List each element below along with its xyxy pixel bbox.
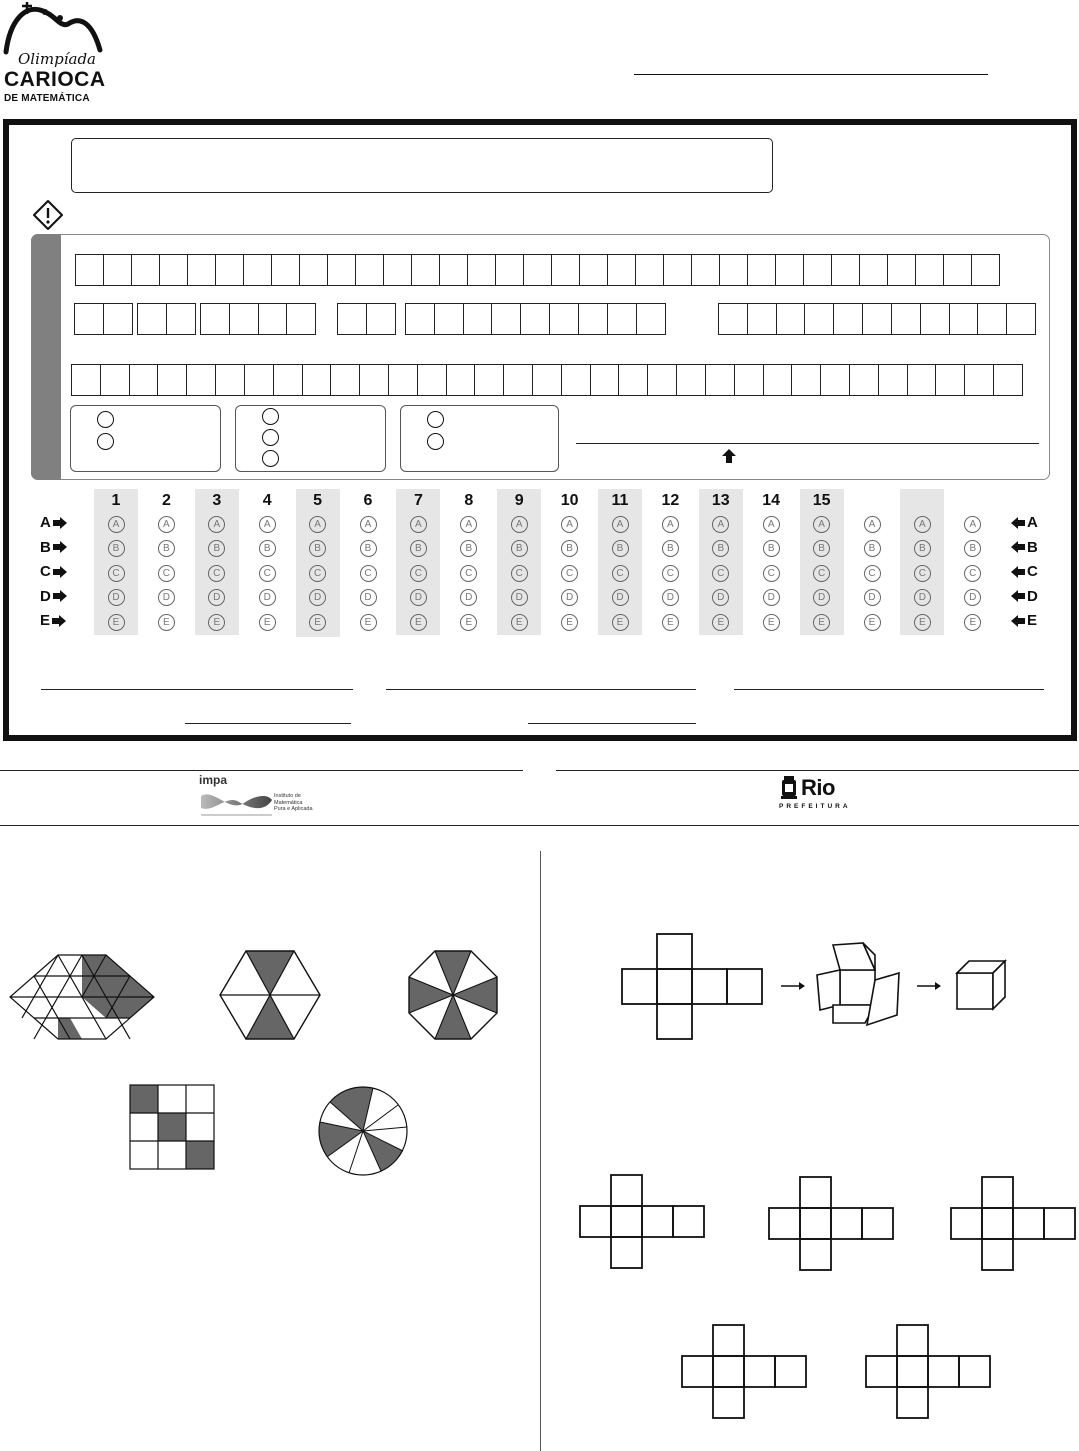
answer-bubble[interactable]: C [309, 565, 326, 582]
answer-bubble[interactable]: B [561, 540, 578, 557]
fraction-figures [0, 945, 540, 1185]
answer-bubble[interactable]: D [108, 589, 125, 606]
signature-line[interactable] [576, 443, 1039, 444]
answer-bubble[interactable]: A [964, 516, 981, 533]
entry-cell[interactable] [273, 364, 303, 396]
answer-bubble[interactable]: A [763, 516, 780, 533]
entry-cell[interactable] [100, 364, 130, 396]
entry-cell[interactable] [734, 364, 764, 396]
option-1-a-circle[interactable] [97, 411, 114, 428]
entry-cell[interactable] [776, 303, 806, 335]
entry-cell[interactable] [878, 364, 908, 396]
entry-cell[interactable] [635, 254, 664, 286]
rhombus-figure [10, 955, 154, 1039]
row-label-right [1011, 588, 1038, 605]
arrow-right-icon [53, 590, 67, 602]
entry-cell[interactable] [993, 364, 1023, 396]
answer-bubble[interactable]: E [309, 614, 326, 631]
net-option-4 [682, 1325, 806, 1418]
impa-mobius-graphic [199, 788, 274, 818]
answer-bubble[interactable]: A [712, 516, 729, 533]
school-cells-row [71, 364, 1022, 396]
entry-cell[interactable] [286, 303, 316, 335]
answer-bubble[interactable]: C [511, 565, 528, 582]
question-number: 13 [711, 492, 730, 509]
answer-bubble[interactable]: A [864, 516, 881, 533]
entry-cell[interactable] [244, 364, 274, 396]
entry-cell[interactable] [831, 254, 860, 286]
hexagon-figure [220, 951, 320, 1039]
answer-bubble[interactable]: A [511, 516, 528, 533]
row-label-right [1011, 563, 1038, 580]
answer-bubble[interactable]: B [309, 540, 326, 557]
entry-cell[interactable] [327, 254, 356, 286]
answer-bubble[interactable]: A [259, 516, 276, 533]
entry-cell[interactable] [467, 254, 496, 286]
answer-bubble[interactable]: A [561, 516, 578, 533]
entry-cell[interactable] [366, 303, 396, 335]
entry-cell[interactable] [446, 364, 476, 396]
answer-bubble[interactable]: D [964, 589, 981, 606]
bottom-line-1[interactable] [41, 689, 353, 690]
entry-cell[interactable] [949, 303, 979, 335]
sponsor-top-line-right [556, 770, 1079, 771]
entry-cell[interactable] [186, 364, 216, 396]
answer-bubble[interactable]: B [108, 540, 125, 557]
impa-line-3: Pura e Aplicada [274, 806, 313, 812]
arrow-left-icon [1011, 566, 1025, 578]
entry-cell[interactable] [849, 364, 879, 396]
entry-cell[interactable] [1006, 303, 1036, 335]
question-number: 10 [560, 492, 579, 509]
answer-bubble[interactable]: B [712, 540, 729, 557]
answer-bubble[interactable]: D [208, 589, 225, 606]
arrow-right-icon [53, 541, 67, 553]
octagon-figure [409, 951, 497, 1039]
bottom-line-4[interactable] [185, 723, 351, 724]
answer-bubble[interactable]: A [208, 516, 225, 533]
entry-cell[interactable] [607, 254, 636, 286]
answer-bubble[interactable]: D [914, 589, 931, 606]
answer-bubble[interactable]: E [259, 614, 276, 631]
entry-cell[interactable] [718, 303, 748, 335]
answer-bubble[interactable]: D [612, 589, 629, 606]
logo-script-text: Olimpíada [18, 50, 97, 68]
answer-bubble[interactable]: B [864, 540, 881, 557]
row-letter: E [40, 612, 51, 629]
entry-cell[interactable] [271, 254, 300, 286]
impa-logo [199, 773, 319, 818]
solid-cube [957, 961, 1005, 1009]
entry-cell[interactable] [129, 364, 159, 396]
entry-cell[interactable] [74, 303, 104, 335]
row-letter: D [1027, 587, 1038, 605]
option-1-b-circle[interactable] [97, 433, 114, 450]
rio-prefeitura-logo [779, 775, 859, 815]
column-divider [540, 851, 541, 1451]
question-number: 4 [262, 492, 272, 509]
entry-cell[interactable] [763, 364, 793, 396]
row-label-left [40, 514, 67, 531]
answer-bubble[interactable]: A [360, 516, 377, 533]
arrow-right-icon-2 [917, 982, 941, 990]
entry-cell[interactable] [463, 303, 493, 335]
entry-cell[interactable] [579, 254, 608, 286]
entry-cell[interactable] [187, 254, 216, 286]
entry-cell[interactable] [439, 254, 468, 286]
answer-bubble[interactable]: D [662, 589, 679, 606]
question-number: 9 [514, 492, 524, 509]
answer-bubble[interactable]: B [460, 540, 477, 557]
entry-cell[interactable] [891, 303, 921, 335]
student-data-tab [31, 234, 61, 480]
circle-figure [319, 1087, 407, 1175]
answer-bubble[interactable]: A [410, 516, 427, 533]
answer-bubble[interactable]: B [158, 540, 175, 557]
answer-bubble[interactable]: B [763, 540, 780, 557]
phone-cells [718, 303, 1035, 335]
answer-bubble[interactable]: A [309, 516, 326, 533]
row-letter: B [40, 538, 51, 556]
answer-bubble[interactable]: A [460, 516, 477, 533]
answer-bubble[interactable]: C [158, 565, 175, 582]
entry-cell[interactable] [103, 254, 132, 286]
entry-cell[interactable] [495, 254, 524, 286]
entry-cell[interactable] [417, 364, 447, 396]
entry-cell[interactable] [503, 364, 533, 396]
answer-bubble[interactable]: D [561, 589, 578, 606]
arrow-left-icon [1011, 615, 1025, 627]
answer-bubble[interactable]: E [410, 614, 427, 631]
option-3-b-circle[interactable] [427, 433, 444, 450]
entry-cell[interactable] [561, 364, 591, 396]
option-3-a-circle[interactable] [427, 411, 444, 428]
question-number: 15 [812, 492, 831, 509]
answer-bubble[interactable]: E [662, 614, 679, 631]
entry-cell[interactable] [383, 254, 412, 286]
answer-bubble[interactable]: C [662, 565, 679, 582]
arrow-right-icon [53, 566, 67, 578]
option-box-3 [400, 405, 559, 472]
arrow-left-icon [1011, 590, 1025, 602]
answer-bubble[interactable]: C [460, 565, 477, 582]
impa-line-2: Matemática [274, 799, 303, 806]
row-letter: A [1027, 514, 1038, 531]
entry-cell[interactable] [887, 254, 916, 286]
answer-bubble[interactable]: C [410, 565, 427, 582]
answer-bubble[interactable]: E [208, 614, 225, 631]
sponsor-bottom-line [0, 825, 1079, 826]
logo-sub-text: DE MATEMÁTICA [4, 93, 90, 104]
rio-prefeitura-text: PREFEITURA [779, 803, 851, 810]
answer-bubble[interactable]: D [360, 589, 377, 606]
entry-cell[interactable] [491, 303, 521, 335]
answer-bubble[interactable]: B [511, 540, 528, 557]
entry-cell[interactable] [549, 303, 579, 335]
entry-cell[interactable] [676, 364, 706, 396]
answer-bubble[interactable]: E [864, 614, 881, 631]
entry-cell[interactable] [166, 303, 196, 335]
entry-cell[interactable] [215, 364, 245, 396]
answer-bubble[interactable]: A [158, 516, 175, 533]
entry-cell[interactable] [719, 254, 748, 286]
entry-cell[interactable] [804, 303, 834, 335]
rio-crest-icon [779, 775, 799, 801]
question-number: 7 [413, 492, 423, 509]
entry-cell[interactable] [159, 254, 188, 286]
entry-cell[interactable] [258, 303, 288, 335]
bottom-line-5[interactable] [528, 723, 696, 724]
entry-cell[interactable] [747, 303, 777, 335]
option-box-2 [235, 405, 386, 472]
answer-bubble[interactable]: D [259, 589, 276, 606]
entry-cell[interactable] [915, 254, 944, 286]
answer-bubble[interactable]: D [410, 589, 427, 606]
entry-cell[interactable] [964, 364, 994, 396]
entry-cell[interactable] [820, 364, 850, 396]
entry-cell[interactable] [71, 364, 101, 396]
answer-bubble[interactable]: D [158, 589, 175, 606]
arrow-right-icon [781, 982, 805, 990]
row-label-right [1011, 612, 1037, 629]
answer-bubble[interactable]: B [208, 540, 225, 557]
question-number: 11 [611, 492, 629, 509]
answer-bubble[interactable]: C [964, 565, 981, 582]
entry-cell[interactable] [75, 254, 104, 286]
sponsor-top-line-left [0, 770, 523, 771]
id-cells [405, 303, 664, 335]
answer-bubble[interactable]: A [662, 516, 679, 533]
answer-bubble[interactable]: C [259, 565, 276, 582]
entry-cell[interactable] [775, 254, 804, 286]
entry-cell[interactable] [474, 364, 504, 396]
answer-bubble[interactable]: E [460, 614, 477, 631]
answer-bubble[interactable]: C [208, 565, 225, 582]
date-month-cells [137, 303, 195, 335]
entry-cell[interactable] [131, 254, 160, 286]
rio-word: Rio [801, 775, 835, 800]
entry-cell[interactable] [388, 364, 418, 396]
row-letter: E [1027, 612, 1038, 629]
entry-cell[interactable] [833, 303, 863, 335]
entry-cell[interactable] [791, 364, 821, 396]
grid-figure [130, 1085, 214, 1169]
cube-net-figures [545, 925, 1079, 1425]
entry-cell[interactable] [359, 364, 389, 396]
arrow-left-icon [1011, 541, 1025, 553]
answer-bubble[interactable]: D [813, 589, 830, 606]
entry-cell[interactable] [859, 254, 888, 286]
answer-bubble[interactable]: D [763, 589, 780, 606]
option-2-a-circle[interactable] [262, 408, 279, 425]
answer-bubble[interactable]: E [914, 614, 931, 631]
row-label-left [40, 612, 66, 629]
entry-cell[interactable] [647, 364, 677, 396]
logo-main-text: CARIOCA [4, 68, 106, 91]
answer-bubble[interactable]: D [309, 589, 326, 606]
answer-bubble[interactable]: E [964, 614, 981, 631]
net-option-1 [580, 1175, 704, 1268]
answer-bubble[interactable]: C [712, 565, 729, 582]
entry-cell[interactable] [663, 254, 692, 286]
answer-bubble[interactable]: E [360, 614, 377, 631]
arrow-left-icon [1011, 517, 1025, 529]
answer-bubble[interactable]: C [561, 565, 578, 582]
entry-cell[interactable] [590, 364, 620, 396]
question-number: 2 [161, 492, 171, 509]
option-2-b-circle[interactable] [262, 429, 279, 446]
impa-short: impa [199, 773, 228, 787]
entry-cell[interactable] [243, 254, 272, 286]
arrow-up-icon [720, 448, 738, 464]
entry-cell[interactable] [803, 254, 832, 286]
warning-icon [33, 200, 63, 230]
question-number: 3 [212, 492, 222, 509]
entry-cell[interactable] [137, 303, 167, 335]
option-box-1 [70, 405, 221, 472]
answer-bubble[interactable]: E [612, 614, 629, 631]
row-letter: C [1027, 563, 1038, 580]
answer-bubble[interactable]: E [561, 614, 578, 631]
entry-cell[interactable] [907, 364, 937, 396]
question-number: 5 [313, 492, 323, 509]
question-number: 1 [111, 492, 121, 509]
question-number: 14 [762, 492, 781, 509]
entry-cell[interactable] [691, 254, 720, 286]
answer-bubble[interactable]: E [158, 614, 175, 631]
answer-bubble[interactable]: E [712, 614, 729, 631]
entry-cell[interactable] [943, 254, 972, 286]
row-label-left [40, 563, 67, 580]
answer-bubble[interactable]: D [460, 589, 477, 606]
date-year-cells [200, 303, 315, 335]
row-letter: B [1027, 538, 1038, 556]
net-option-3 [951, 1177, 1075, 1270]
grade-cells [337, 303, 395, 335]
header-name-line[interactable] [634, 74, 988, 75]
entry-cell[interactable] [747, 254, 776, 286]
entry-cell[interactable] [520, 303, 550, 335]
answer-bubble[interactable]: B [612, 540, 629, 557]
answer-bubble[interactable]: C [108, 565, 125, 582]
bottom-line-2[interactable] [386, 689, 696, 690]
date-day-cells [74, 303, 132, 335]
folding-cube [817, 943, 899, 1025]
cube-net-main [622, 934, 762, 1039]
answer-bubble[interactable]: B [914, 540, 931, 557]
answer-bubble[interactable]: D [712, 589, 729, 606]
entry-cell[interactable] [103, 303, 133, 335]
entry-cell[interactable] [405, 303, 435, 335]
answer-bubble[interactable]: A [612, 516, 629, 533]
entry-cell[interactable] [302, 364, 332, 396]
row-label-right [1011, 539, 1038, 556]
entry-cell[interactable] [532, 364, 562, 396]
entry-cell[interactable] [862, 303, 892, 335]
entry-cell[interactable] [434, 303, 464, 335]
entry-cell[interactable] [523, 254, 552, 286]
question-number: 8 [464, 492, 474, 509]
answer-bubble[interactable]: B [964, 540, 981, 557]
entry-cell[interactable] [229, 303, 259, 335]
answer-bubble[interactable]: B [662, 540, 679, 557]
answer-bubble[interactable]: A [108, 516, 125, 533]
answer-bubble[interactable]: A [914, 516, 931, 533]
entry-cell[interactable] [636, 303, 666, 335]
answer-bubble[interactable]: D [511, 589, 528, 606]
answer-bubble[interactable]: C [813, 565, 830, 582]
answer-bubble[interactable]: E [511, 614, 528, 631]
entry-cell[interactable] [935, 364, 965, 396]
net-option-2 [769, 1177, 893, 1270]
question-number: 12 [661, 492, 680, 509]
answer-bubble[interactable]: E [108, 614, 125, 631]
entry-cell[interactable] [578, 303, 608, 335]
olimpiada-carioca-logo [0, 0, 110, 110]
answer-bubble[interactable]: B [813, 540, 830, 557]
net-option-5 [866, 1325, 990, 1418]
entry-cell[interactable] [411, 254, 440, 286]
entry-cell[interactable] [971, 254, 1000, 286]
answer-bubble[interactable]: B [410, 540, 427, 557]
answer-bubble[interactable]: E [813, 614, 830, 631]
row-label-left [40, 588, 67, 605]
question-number: 6 [363, 492, 373, 509]
entry-cell[interactable] [215, 254, 244, 286]
title-input-box[interactable] [71, 138, 773, 193]
row-label-right [1011, 514, 1038, 531]
arrow-right-icon [52, 615, 66, 627]
row-letter: D [40, 587, 51, 605]
row-letter: A [40, 514, 51, 531]
entry-cell[interactable] [920, 303, 950, 335]
answer-bubble[interactable]: B [360, 540, 377, 557]
entry-cell[interactable] [607, 303, 637, 335]
entry-cell[interactable] [355, 254, 384, 286]
answer-bubble[interactable]: C [864, 565, 881, 582]
entry-cell[interactable] [299, 254, 328, 286]
impa-line-1: Instituto de [274, 793, 301, 799]
answer-bubble[interactable]: E [763, 614, 780, 631]
entry-cell[interactable] [200, 303, 230, 335]
answer-bubble[interactable]: C [360, 565, 377, 582]
answer-bubble[interactable]: B [259, 540, 276, 557]
answer-bubble[interactable]: A [813, 516, 830, 533]
entry-cell[interactable] [977, 303, 1007, 335]
option-2-c-circle[interactable] [262, 450, 279, 467]
entry-cell[interactable] [337, 303, 367, 335]
entry-cell[interactable] [705, 364, 735, 396]
row-label-left [40, 539, 67, 556]
row-letter: C [40, 563, 51, 580]
answer-bubble[interactable]: D [864, 589, 881, 606]
entry-cell[interactable] [618, 364, 648, 396]
arrow-right-icon [53, 517, 67, 529]
entry-cell[interactable] [551, 254, 580, 286]
entry-cell[interactable] [157, 364, 187, 396]
bottom-line-3[interactable] [734, 689, 1044, 690]
name-cells-row [75, 254, 999, 286]
answer-bubble[interactable]: C [612, 565, 629, 582]
entry-cell[interactable] [330, 364, 360, 396]
answer-bubble[interactable]: C [914, 565, 931, 582]
impa-fullname [274, 793, 313, 813]
answer-bubble[interactable]: C [763, 565, 780, 582]
